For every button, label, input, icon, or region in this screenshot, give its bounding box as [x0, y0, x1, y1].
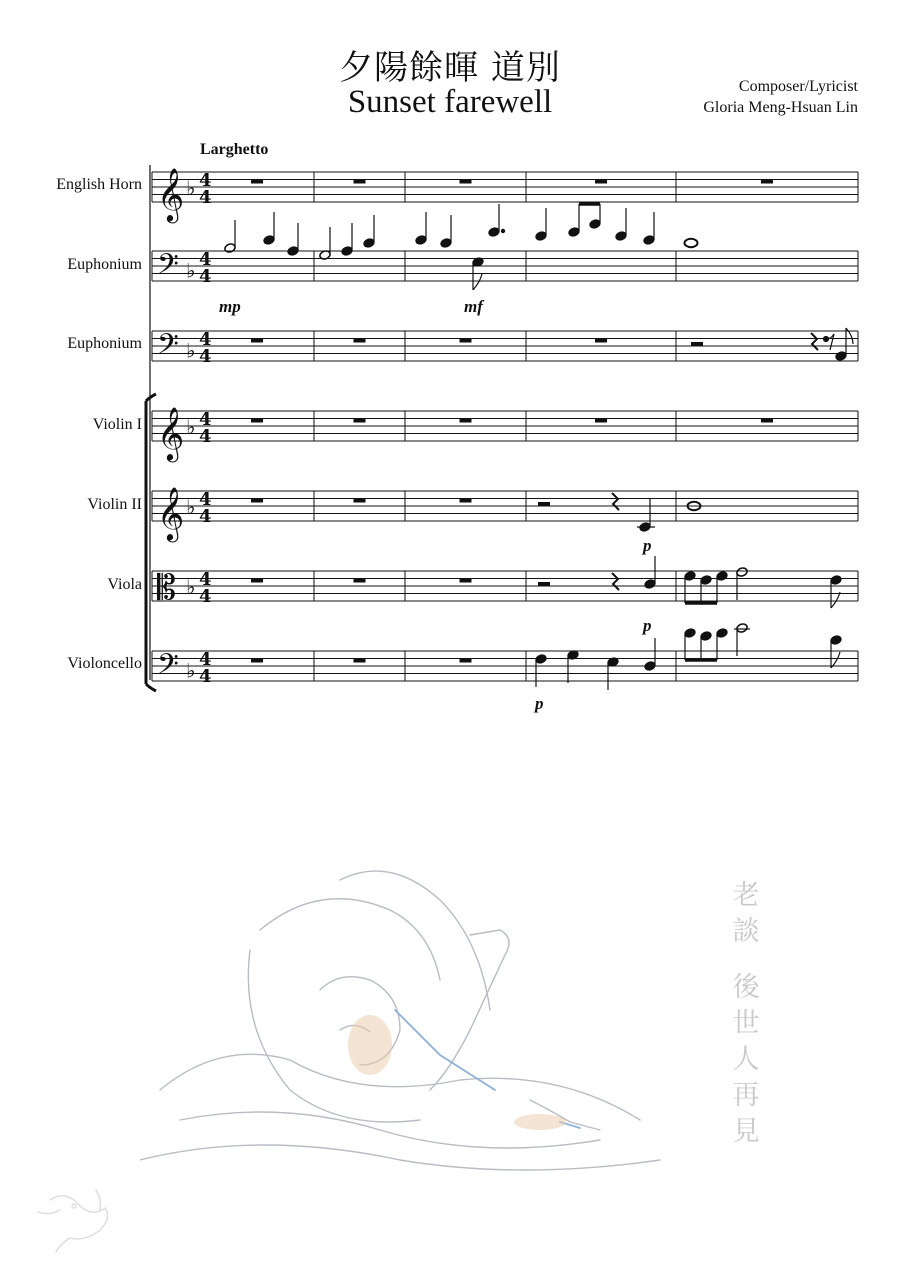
vertical-char: 後: [732, 972, 760, 1003]
time-signature-numerator: 4: [199, 649, 212, 670]
treble-clef-icon: 𝄞: [157, 486, 185, 540]
violoncello-notes: [535, 623, 842, 690]
time-signature-numerator: 4: [199, 489, 212, 510]
flat-icon: ♭: [186, 574, 196, 599]
instrument-label-violin-1: Violin I: [92, 416, 142, 433]
time-signature-numerator: 4: [199, 569, 212, 590]
instrument-label-viola: Viola: [107, 576, 142, 593]
instrument-label-euphonium-1: Euphonium: [67, 256, 142, 273]
tempo-marking: Larghetto: [200, 141, 269, 158]
viola-notes: [612, 556, 842, 608]
flat-icon: ♭: [186, 414, 196, 439]
vertical-char: 人: [732, 1044, 760, 1075]
whole-rest-icon: [460, 419, 472, 423]
whole-rest-icon: [460, 180, 472, 184]
whole-rest-icon: [761, 180, 773, 184]
whole-rest-icon: [251, 579, 263, 583]
whole-rest-icon: [354, 180, 366, 184]
vertical-char: 世: [732, 1008, 760, 1039]
whole-rest-icon: [354, 499, 366, 503]
whole-rest-icon: [460, 339, 472, 343]
flat-icon: ♭: [186, 658, 196, 683]
vertical-char: 談: [732, 916, 760, 947]
treble-clef-icon: 𝄞: [157, 406, 185, 460]
dynamic-p-violoncello: p: [535, 694, 544, 713]
whole-rest-icon: [460, 499, 472, 503]
half-rest-icon: [691, 342, 703, 346]
dynamic-mf: mf: [464, 297, 483, 316]
whole-rest-icon: [251, 419, 263, 423]
time-signature-denominator: 4: [199, 266, 212, 287]
flat-icon: ♭: [186, 338, 196, 363]
title-english: Sunset farewell: [347, 84, 553, 120]
alto-clef-icon: 𝄡: [157, 568, 176, 608]
whole-rest-icon: [354, 339, 366, 343]
whole-rest-icon: [460, 579, 472, 583]
whole-rest-icon: [595, 339, 607, 343]
vertical-char: 老: [732, 880, 760, 911]
whole-rest-icon: [595, 180, 607, 184]
euphonium-1-notes: [224, 204, 698, 290]
bass-clef-icon: 𝄢: [157, 648, 179, 688]
whole-rest-icon: [460, 659, 472, 663]
whole-rest-icon: [251, 180, 263, 184]
bird-logo-icon: [30, 1170, 130, 1255]
whole-rest-icon: [354, 659, 366, 663]
time-signature-numerator: 4: [199, 170, 212, 191]
half-rest-icon: [538, 582, 550, 586]
credit-name: Gloria Meng-Hsuan Lin: [703, 99, 858, 116]
whole-rest-icon: [354, 419, 366, 423]
flat-icon: ♭: [186, 258, 196, 283]
patient-sketch: [140, 860, 680, 1190]
whole-rest-icon: [354, 579, 366, 583]
time-signature-denominator: 4: [199, 666, 212, 687]
vertical-farewell-text: [722, 878, 770, 1150]
bass-clef-icon: 𝄢: [157, 248, 179, 288]
time-signature-numerator: 4: [199, 409, 212, 430]
time-signature-denominator: 4: [199, 346, 212, 367]
whole-rest-icon: [251, 659, 263, 663]
instrument-label-violin-2: Violin II: [87, 496, 142, 513]
whole-rest-icon: [251, 499, 263, 503]
time-signature-denominator: 4: [199, 187, 212, 208]
credit-role: Composer/Lyricist: [738, 78, 858, 95]
vertical-char: 再: [732, 1080, 760, 1111]
time-signature-numerator: 4: [199, 329, 212, 350]
time-signature-denominator: 4: [199, 586, 212, 607]
title-chinese: 夕陽餘暉 道別: [339, 48, 561, 88]
whole-rest-icon: [251, 339, 263, 343]
time-signature-denominator: 4: [199, 426, 212, 447]
whole-rest-icon: [761, 419, 773, 423]
instrument-label-euphonium-2: Euphonium: [67, 335, 142, 352]
flat-icon: ♭: [186, 175, 196, 200]
half-rest-icon: [538, 502, 550, 506]
bass-clef-icon: 𝄢: [157, 328, 179, 368]
whole-rest-icon: [595, 419, 607, 423]
time-signature-numerator: 4: [199, 249, 212, 270]
flat-icon: ♭: [186, 494, 196, 519]
euphonium-2-notes: [811, 328, 853, 361]
dynamic-p-viola: p: [643, 616, 652, 635]
instrument-label-violoncello: Violoncello: [67, 655, 142, 672]
time-signature-denominator: 4: [199, 506, 212, 527]
treble-clef-icon: 𝄞: [157, 167, 185, 221]
string-bracket: [146, 394, 156, 691]
vertical-char: 見: [732, 1116, 760, 1147]
instrument-label-english-horn: English Horn: [56, 176, 142, 193]
dynamic-mp: mp: [219, 297, 241, 316]
dynamic-p-violin-2: p: [643, 536, 652, 555]
